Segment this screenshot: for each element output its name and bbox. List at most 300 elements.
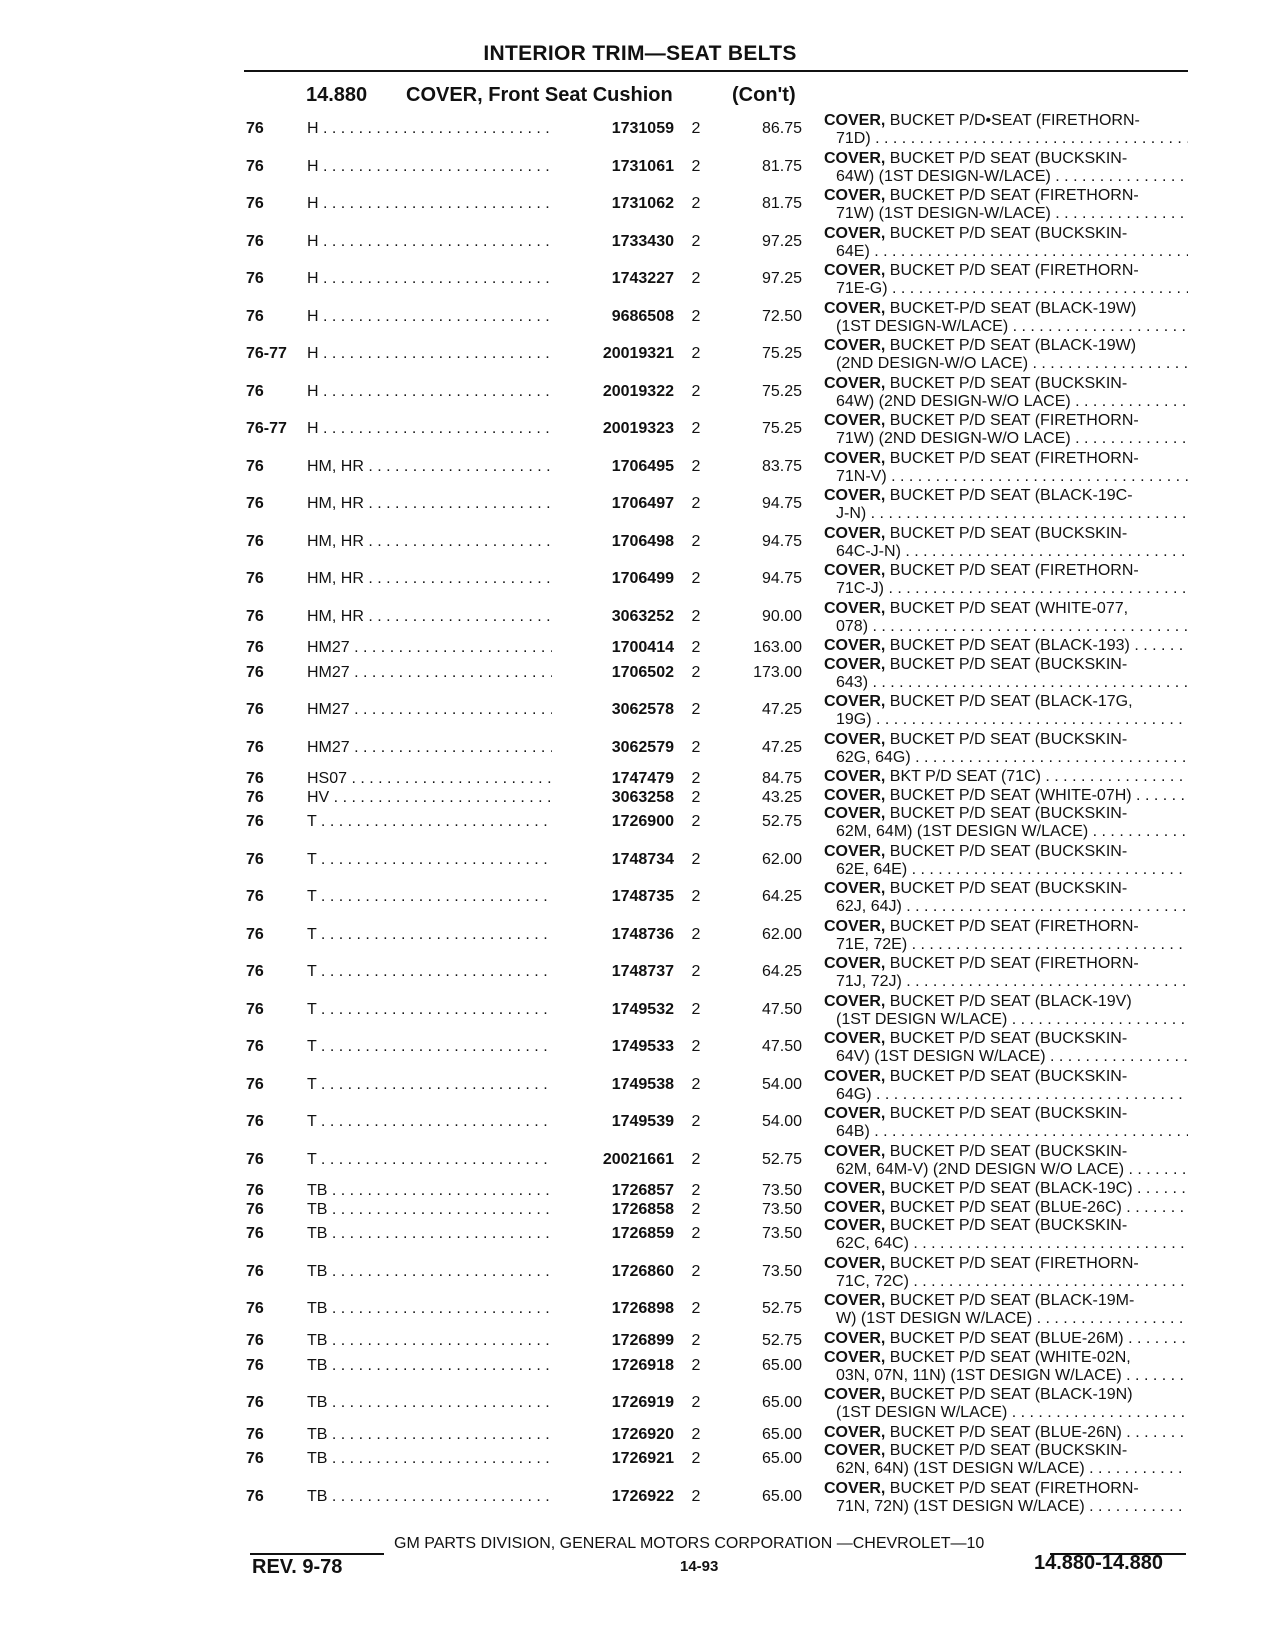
price-cell: 94.75 [761, 570, 802, 587]
year-cell: 76 [246, 1000, 264, 1018]
model-cell: T . . . [307, 1076, 585, 1094]
table-row [0, 637, 1280, 656]
description-line: COVER, BUCKET P/D SEAT (FIRETHORN- [824, 262, 1139, 279]
description-line: 71D) . . . [824, 130, 1188, 148]
description-cell [824, 1180, 1188, 1198]
price-cell: 47.50 [761, 1038, 802, 1056]
table-row [0, 1386, 1280, 1424]
description-cell [824, 375, 1188, 411]
table-row [0, 300, 1280, 338]
description-cell [824, 187, 1188, 223]
quantity-cell: 2 [691, 925, 701, 943]
part-number-cell: 3062578 [552, 701, 674, 719]
year-cell: 76 [246, 270, 264, 287]
model-cell: H . . . [307, 270, 585, 288]
quantity-cell: 2 [691, 770, 701, 788]
part-number-cell: 1726921 [552, 1450, 674, 1468]
description-cell [824, 1330, 1188, 1348]
model-cell: T . . . [307, 1038, 585, 1056]
description-line: COVER, BUCKET P/D SEAT (BLACK-19V) [824, 992, 1132, 1010]
part-number-cell: 1706502 [552, 664, 674, 682]
description-line: COVER, BUCKET P/D SEAT (BUCKSKIN- [824, 655, 1128, 673]
description-line: 62C, 64C) . . . [824, 1235, 1188, 1253]
quantity-cell: 2 [691, 345, 701, 362]
description-cell [824, 225, 1188, 261]
year-cell: 76 [246, 738, 264, 756]
footer-section-range: 14.880-14.880 [1034, 1552, 1164, 1574]
year-cell: 76 [246, 120, 264, 137]
quantity-cell: 2 [691, 307, 701, 325]
part-number-cell: 1726919 [552, 1394, 674, 1412]
table-row [0, 843, 1280, 881]
price-cell: 163.00 [753, 639, 802, 656]
description-line: 03N, 07N, 11N) (1ST DESIGN W/LACE) . . . [824, 1367, 1188, 1385]
model-cell: TB . . . [307, 1426, 585, 1444]
year-cell: 76 [246, 495, 264, 512]
table-row [0, 450, 1280, 488]
part-number-cell: 1749538 [552, 1076, 674, 1094]
quantity-cell: 2 [691, 963, 701, 981]
table-row [0, 1199, 1280, 1218]
description-line: 62J, 64J) . . . [824, 898, 1188, 916]
model-cell: H . . . [307, 383, 585, 401]
title-rule [244, 70, 1188, 72]
description-line: 71E, 72E) . . . [824, 936, 1188, 954]
description-line: 64W) (1ST DESIGN-W/LACE) . . . [824, 168, 1188, 186]
table-row [0, 1143, 1280, 1181]
description-line: 078) . . . [824, 618, 1188, 636]
description-line: 64W) (2ND DESIGN-W/O LACE) . . . [824, 393, 1188, 411]
model-cell: H . . . [307, 308, 585, 326]
price-cell: 94.75 [761, 495, 802, 512]
quantity-cell: 2 [691, 663, 701, 681]
model-cell: HM, HR . . . [307, 458, 585, 476]
quantity-cell: 2 [691, 888, 701, 906]
price-cell: 73.50 [761, 1262, 802, 1280]
model-cell: T . . . [307, 1151, 585, 1169]
description-line: 71C, 72C) . . . [824, 1273, 1188, 1291]
table-row [0, 1292, 1280, 1330]
description-line: 62E, 64E) . . . [824, 861, 1188, 879]
table-row [0, 731, 1280, 769]
description-cell [824, 1105, 1188, 1141]
description-line: (2ND DESIGN-W/O LACE) . . . [824, 355, 1188, 373]
description-line: COVER, BUCKET P/D SEAT (BUCKSKIN- [824, 880, 1128, 898]
model-cell: T . . . [307, 888, 585, 906]
quantity-cell: 2 [691, 1225, 701, 1243]
description-line: COVER, BUCKET P/D SEAT (BUCKSKIN- [824, 730, 1128, 748]
description-line: COVER, BUCKET P/D SEAT (BLUE-26C) . . . [824, 1199, 1188, 1217]
quantity-cell: 2 [691, 420, 701, 437]
model-cell: T . . . [307, 813, 585, 831]
description-line: 62N, 64N) (1ST DESIGN W/LACE) . . . [824, 1460, 1188, 1478]
quantity-cell: 2 [691, 1182, 701, 1200]
description-cell [824, 1255, 1188, 1291]
description-cell [824, 637, 1188, 655]
year-cell: 76 [246, 813, 264, 831]
description-line: COVER, BKT P/D SEAT (71C) . . . [824, 768, 1188, 786]
year-cell: 76 [246, 232, 264, 250]
price-cell: 65.00 [761, 1356, 802, 1374]
part-number-cell: 1726922 [552, 1488, 674, 1506]
description-line: 71E-G) . . . [824, 280, 1188, 298]
description-line: COVER, BUCKET P/D SEAT (WHITE-07H) . . . [824, 787, 1188, 805]
price-cell: 47.50 [761, 1000, 802, 1018]
description-line: 62M, 64M-V) (2ND DESIGN W/O LACE) . . . [824, 1161, 1188, 1179]
section-name: COVER, Front Seat Cushion [406, 84, 673, 106]
part-number-cell: 1731062 [552, 195, 674, 213]
year-cell: 76 [246, 770, 264, 788]
table-row [0, 1030, 1280, 1068]
price-cell: 86.75 [761, 120, 802, 137]
quantity-cell: 2 [691, 639, 701, 656]
model-cell: TB . . . [307, 1488, 585, 1506]
quantity-cell: 2 [691, 1450, 701, 1468]
description-line: 64G) . . . [824, 1086, 1188, 1104]
model-cell: HM27 . . . [307, 701, 585, 719]
price-cell: 75.25 [761, 345, 802, 362]
price-cell: 65.00 [761, 1450, 802, 1468]
table-row [0, 375, 1280, 413]
year-cell: 76 [246, 963, 264, 981]
description-cell [824, 1217, 1188, 1253]
description-line: COVER, BUCKET P/D SEAT (WHITE-077, [824, 599, 1129, 617]
price-cell: 54.00 [761, 1113, 802, 1131]
part-number-cell: 1706499 [552, 570, 674, 588]
description-cell [824, 412, 1188, 448]
year-cell: 76 [246, 1356, 264, 1374]
table-row [0, 768, 1280, 787]
table-row [0, 656, 1280, 694]
quantity-cell: 2 [691, 120, 701, 137]
part-number-cell: 1733430 [552, 233, 674, 251]
year-cell: 76 [246, 382, 264, 400]
table-row [0, 993, 1280, 1031]
part-number-cell: 1726920 [552, 1426, 674, 1444]
description-line: 643) . . . [824, 674, 1188, 692]
quantity-cell: 2 [691, 1425, 701, 1443]
part-number-cell: 1726859 [552, 1225, 674, 1243]
quantity-cell: 2 [691, 382, 701, 400]
part-number-cell: 3063258 [552, 789, 674, 807]
description-line: COVER, BUCKET P/D SEAT (BUCKSKIN- [824, 842, 1128, 860]
description-cell [824, 805, 1188, 841]
quantity-cell: 2 [691, 813, 701, 831]
quantity-cell: 2 [691, 1075, 701, 1093]
price-cell: 62.00 [761, 925, 802, 943]
description-cell [824, 955, 1188, 991]
footer-revision: REV. 9-78 [252, 1556, 343, 1578]
description-cell [824, 843, 1188, 879]
description-line: COVER, BUCKET P/D SEAT (FIRETHORN- [824, 917, 1139, 935]
price-cell: 52.75 [761, 813, 802, 831]
year-cell: 76 [246, 570, 264, 587]
description-cell [824, 112, 1188, 148]
year-cell: 76 [246, 850, 264, 868]
table-row [0, 600, 1280, 638]
description-line: COVER, BUCKET P/D•SEAT (FIRETHORN- [824, 112, 1140, 129]
model-cell: HM, HR . . . [307, 608, 585, 626]
year-cell: 76 [246, 1075, 264, 1093]
table-row [0, 787, 1280, 806]
model-cell: HM, HR . . . [307, 570, 585, 588]
description-cell [824, 1143, 1188, 1179]
description-line: 64C-J-N) . . . [824, 543, 1188, 561]
price-cell: 75.25 [761, 420, 802, 437]
model-cell: TB . . . [307, 1300, 585, 1318]
price-cell: 65.00 [761, 1487, 802, 1505]
price-cell: 65.00 [761, 1425, 802, 1443]
part-number-cell: 9686508 [552, 308, 674, 326]
quantity-cell: 2 [691, 850, 701, 868]
description-line: COVER, BUCKET P/D SEAT (BUCKSKIN- [824, 1442, 1128, 1460]
price-cell: 52.75 [761, 1150, 802, 1168]
table-row [0, 693, 1280, 731]
model-cell: T . . . [307, 1113, 585, 1131]
part-number-cell: 1726900 [552, 813, 674, 831]
model-cell: TB . . . [307, 1263, 585, 1281]
description-line: COVER, BUCKET P/D SEAT (BUCKSKIN- [824, 224, 1128, 242]
description-line: COVER, BUCKET P/D SEAT (BUCKSKIN- [824, 1030, 1128, 1048]
part-number-cell: 1726918 [552, 1357, 674, 1375]
price-cell: 52.75 [761, 1300, 802, 1318]
price-cell: 65.00 [761, 1394, 802, 1412]
year-cell: 76 [246, 1331, 264, 1349]
model-cell: TB . . . [307, 1357, 585, 1375]
model-cell: TB . . . [307, 1332, 585, 1350]
price-cell: 43.25 [761, 788, 802, 806]
price-cell: 73.50 [761, 1182, 802, 1200]
model-cell: H . . . [307, 158, 585, 176]
price-cell: 83.75 [761, 457, 802, 475]
part-number-cell: 3063252 [552, 608, 674, 626]
quantity-cell: 2 [691, 232, 701, 250]
part-number-cell: 1743227 [552, 270, 674, 288]
quantity-cell: 2 [691, 1200, 701, 1218]
quantity-cell: 2 [691, 1394, 701, 1412]
description-line: COVER, BUCKET P/D SEAT (BLACK-193) . . . [824, 637, 1188, 655]
model-cell: HV . . . [307, 789, 585, 807]
model-cell: H . . . [307, 120, 585, 138]
description-line: 62G, 64G) . . . [824, 749, 1188, 767]
price-cell: 97.25 [761, 232, 802, 250]
year-cell: 76 [246, 1487, 264, 1505]
description-line: COVER, BUCKET P/D SEAT (FIRETHORN- [824, 412, 1139, 429]
year-cell: 76 [246, 157, 264, 175]
year-cell: 76 [246, 1300, 264, 1318]
description-line: 71J, 72J) . . . [824, 973, 1188, 991]
table-row [0, 150, 1280, 188]
quantity-cell: 2 [691, 1113, 701, 1131]
quantity-cell: 2 [691, 1150, 701, 1168]
price-cell: 97.25 [761, 270, 802, 287]
table-row [0, 918, 1280, 956]
year-cell: 76 [246, 607, 264, 625]
part-number-cell: 1748735 [552, 888, 674, 906]
year-cell: 76 [246, 307, 264, 325]
price-cell: 81.75 [761, 195, 802, 212]
part-number-cell: 1749533 [552, 1038, 674, 1056]
description-line: COVER, BUCKET P/D SEAT (BUCKSKIN- [824, 149, 1128, 167]
table-row [0, 1255, 1280, 1293]
table-row [0, 337, 1280, 375]
description-cell [824, 562, 1188, 598]
description-line: COVER, BUCKET P/D SEAT (BUCKSKIN- [824, 1067, 1128, 1085]
price-cell: 94.75 [761, 532, 802, 550]
quantity-cell: 2 [691, 1262, 701, 1280]
table-row [0, 412, 1280, 450]
year-cell: 76 [246, 888, 264, 906]
description-cell [824, 487, 1188, 523]
part-number-cell: 1748737 [552, 963, 674, 981]
year-cell: 76 [246, 1225, 264, 1243]
part-number-cell: 20019323 [552, 420, 674, 438]
description-line: 64B) . . . [824, 1123, 1188, 1141]
table-row [0, 562, 1280, 600]
description-line: 71W) (2ND DESIGN-W/O LACE) . . . [824, 430, 1188, 448]
part-number-cell: 1731059 [552, 120, 674, 138]
table-row [0, 1180, 1280, 1199]
year-cell: 76-77 [246, 345, 287, 362]
part-number-cell: 1706497 [552, 495, 674, 513]
description-cell [824, 150, 1188, 186]
description-line: COVER, BUCKET P/D SEAT (BLUE-26M) . . . [824, 1330, 1188, 1348]
description-line: (1ST DESIGN W/LACE) . . . [824, 1011, 1188, 1029]
description-line: J-N) . . . [824, 505, 1188, 523]
model-cell: HM, HR . . . [307, 533, 585, 551]
year-cell: 76 [246, 663, 264, 681]
quantity-cell: 2 [691, 495, 701, 512]
model-cell: TB . . . [307, 1225, 585, 1243]
quantity-cell: 2 [691, 701, 701, 719]
description-line: 71C-J) . . . [824, 580, 1188, 598]
part-number-cell: 3062579 [552, 739, 674, 757]
table-row [0, 112, 1280, 150]
part-number-cell: 1706495 [552, 458, 674, 476]
description-line: COVER, BUCKET P/D SEAT (FIRETHORN- [824, 1254, 1139, 1272]
description-line: COVER, BUCKET P/D SEAT (FIRETHORN- [824, 1479, 1139, 1497]
price-cell: 47.25 [761, 701, 802, 719]
model-cell: HM27 . . . [307, 639, 585, 657]
description-line: COVER, BUCKET P/D SEAT (FIRETHORN- [824, 187, 1139, 204]
year-cell: 76-77 [246, 420, 287, 437]
quantity-cell: 2 [691, 607, 701, 625]
model-cell: H . . . [307, 195, 585, 213]
price-cell: 64.25 [761, 963, 802, 981]
table-row [0, 955, 1280, 993]
description-line: COVER, BUCKET P/D SEAT (BLACK-19M- [824, 1292, 1135, 1310]
year-cell: 76 [246, 1425, 264, 1443]
part-number-cell: 1726860 [552, 1263, 674, 1281]
year-cell: 76 [246, 1038, 264, 1056]
description-cell [824, 768, 1188, 786]
quantity-cell: 2 [691, 532, 701, 550]
model-cell: T . . . [307, 963, 585, 981]
description-line: COVER, BUCKET P/D SEAT (BLACK-19C- [824, 487, 1133, 504]
year-cell: 76 [246, 788, 264, 806]
description-cell [824, 918, 1188, 954]
description-cell [824, 693, 1188, 729]
table-row [0, 1442, 1280, 1480]
description-line: COVER, BUCKET P/D SEAT (BLACK-19N) [824, 1386, 1133, 1404]
section-header [0, 84, 1280, 110]
footer-page-number: 14-93 [680, 1558, 719, 1575]
parts-list [0, 112, 1280, 1517]
table-row [0, 187, 1280, 225]
quantity-cell: 2 [691, 1331, 701, 1349]
description-line: (1ST DESIGN-W/LACE) . . . [824, 318, 1188, 336]
footer-division: GM PARTS DIVISION, GENERAL MOTORS CORPORATION —CHEVROLET—10 [394, 1535, 985, 1552]
quantity-cell: 2 [691, 1356, 701, 1374]
year-cell: 76 [246, 1394, 264, 1412]
table-row [0, 525, 1280, 563]
price-cell: 173.00 [753, 663, 802, 681]
part-number-cell: 1748734 [552, 851, 674, 869]
description-line: (1ST DESIGN W/LACE) . . . [824, 1404, 1188, 1422]
price-cell: 73.50 [761, 1225, 802, 1243]
description-cell [824, 450, 1188, 486]
price-cell: 72.50 [761, 307, 802, 325]
model-cell: T . . . [307, 1001, 585, 1019]
quantity-cell: 2 [691, 570, 701, 587]
table-row [0, 1330, 1280, 1349]
table-row [0, 1480, 1280, 1518]
price-cell: 47.25 [761, 738, 802, 756]
description-line: COVER, BUCKET P/D SEAT (FIRETHORN- [824, 562, 1139, 579]
year-cell: 76 [246, 1182, 264, 1200]
description-line: COVER, BUCKET P/D SEAT (BLACK-19C) . . . [824, 1180, 1188, 1198]
part-number-cell: 1749532 [552, 1001, 674, 1019]
model-cell: HS07 . . . [307, 770, 585, 788]
table-row [0, 1349, 1280, 1387]
description-cell [824, 300, 1188, 336]
description-cell [824, 1068, 1188, 1104]
year-cell: 76 [246, 1200, 264, 1218]
description-cell [824, 600, 1188, 636]
description-line: COVER, BUCKET P/D SEAT (BLACK-19W) [824, 337, 1137, 354]
description-line: 71W) (1ST DESIGN-W/LACE) . . . [824, 205, 1188, 223]
description-line: COVER, BUCKET P/D SEAT (BUCKSKIN- [824, 374, 1128, 392]
year-cell: 76 [246, 457, 264, 475]
price-cell: 62.00 [761, 850, 802, 868]
part-number-cell: 1731061 [552, 158, 674, 176]
description-cell [824, 993, 1188, 1029]
page-title: INTERIOR TRIM—SEAT BELTS [483, 42, 797, 65]
quantity-cell: 2 [691, 195, 701, 212]
model-cell: TB . . . [307, 1450, 585, 1468]
description-line: COVER, BUCKET P/D SEAT (BUCKSKIN- [824, 1217, 1128, 1235]
year-cell: 76 [246, 195, 264, 212]
model-cell: HM, HR . . . [307, 495, 585, 513]
part-number-cell: 1700414 [552, 639, 674, 657]
table-row [0, 1105, 1280, 1143]
model-cell: H . . . [307, 233, 585, 251]
part-number-cell: 1726898 [552, 1300, 674, 1318]
price-cell: 64.25 [761, 888, 802, 906]
model-cell: HM27 . . . [307, 664, 585, 682]
description-line: COVER, BUCKET P/D SEAT (FIRETHORN- [824, 955, 1139, 973]
year-cell: 76 [246, 1262, 264, 1280]
description-cell [824, 262, 1188, 298]
description-cell [824, 1424, 1188, 1442]
description-line: W) (1ST DESIGN W/LACE) . . . [824, 1310, 1188, 1328]
model-cell: T . . . [307, 926, 585, 944]
part-number-cell: 20019321 [552, 345, 674, 363]
table-row [0, 880, 1280, 918]
section-code: 14.880 [306, 84, 368, 106]
description-line: COVER, BUCKET P/D SEAT (FIRETHORN- [824, 449, 1139, 467]
description-cell [824, 787, 1188, 805]
